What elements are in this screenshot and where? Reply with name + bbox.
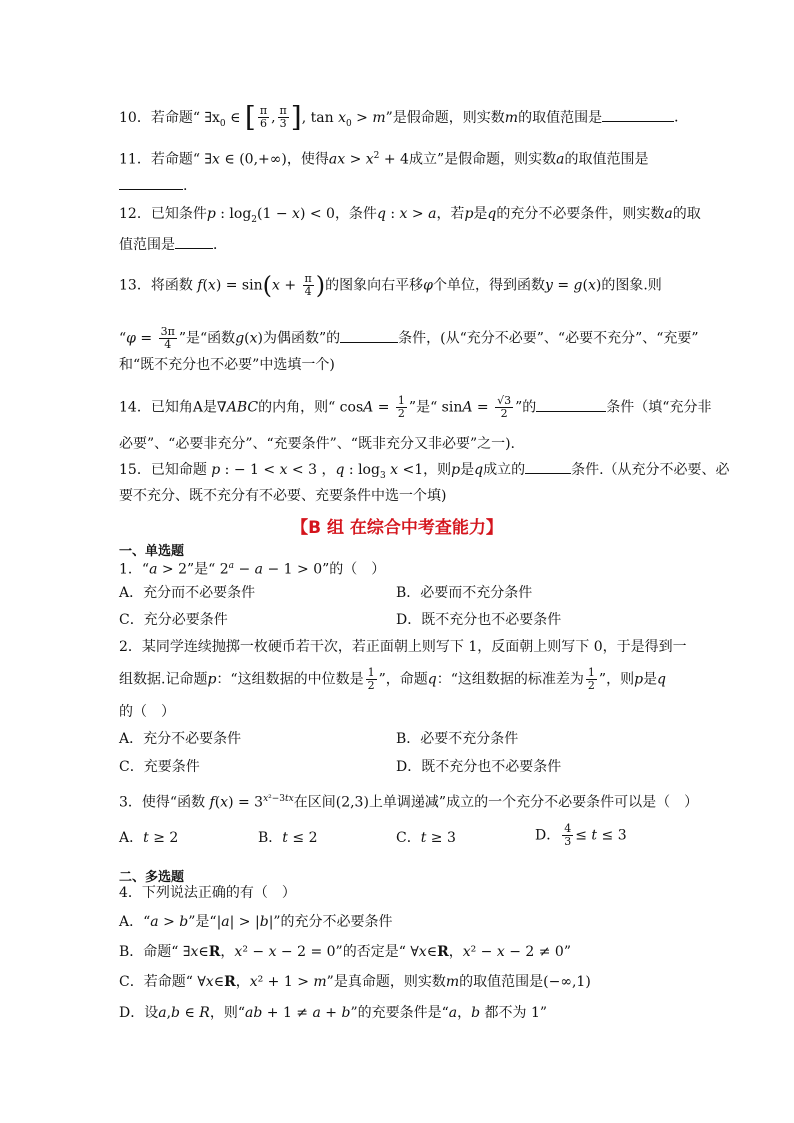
q15-answer-blank[interactable]: [525, 459, 571, 474]
b-question-2: 2．某同学连续抛掷一枚硬币若干次，若正面朝上则写下 1，反面朝上则写下 0，于是得到一: [119, 639, 687, 655]
question-11: 11．若命题“ ∃x ∈ (0,+∞)，使得ax > $x^2 + 4$成立”是假命题，则实数a的取值范围是: [119, 151, 649, 168]
question-15: 15．已知命题 p : − 1 < x < 3 ，q : $\log_3 x <1$，则p是q成立的 条件.（从充分不必要、必: [119, 459, 730, 486]
question-14-line2: 必要”、“必要非充分”、“充要条件”、“既非充分又非必要”之一).: [119, 436, 516, 452]
b3-option-c[interactable]: C．t ≥ 3: [396, 830, 456, 846]
q10-prefix: 10．若命题“ $\exists x_0$ ∈: [119, 109, 245, 129]
b-question-1: 1．“a > 2”是“ $2^a - a - 1 > 0$”的（ ）: [119, 561, 386, 578]
b2-option-d[interactable]: D．既不充分也不必要条件: [396, 759, 562, 775]
b3-option-d[interactable]: D． $\frac{4}{3}$ ≤ t ≤ 3: [535, 822, 627, 848]
b4-option-a[interactable]: A．“a > b”是“|a| > |b|”的充分不必要条件: [119, 914, 393, 930]
b-question-4: 4．下列说法正确的有（ ）: [119, 885, 296, 901]
b3-option-b[interactable]: B．t ≤ 2: [258, 830, 318, 846]
question-10: 10．若命题“ $\exists x_0$ ∈ [ $\frac{\pi}{6}$ , $\frac{\pi}{3}$ ], $\tan x_0 > m$”是假命题，则实数m的取值范围是 ．: [119, 100, 689, 134]
b4-option-b[interactable]: B．命题“ ∃x∈R，x² − x − 2 = 0”的否定是“ ∀x∈R，x² − x − 2 ≠ 0”: [119, 944, 571, 960]
heading-multi-choice: 二、多选题: [119, 870, 185, 885]
question-14: 14．已知角A是∇ABC的内角，则“ cosA = $\frac{1}{2}$ ”是“ sinA = $\frac{√3}{2}$ ”的 条件（填“充分非: [119, 394, 712, 420]
question-11-blank-line: .: [119, 175, 187, 196]
question-13: 13．将函数 f(x) = sin(x + $\frac{\pi}{4}$ )的图象向右平移φ个单位，得到函数y = g(x)的图象.则: [119, 271, 662, 300]
b4-option-d[interactable]: D．设a,b ∈ R，则“ab + 1 ≠ a + b”的充要条件是“a，b 都不为 1”: [119, 1005, 548, 1021]
q10-answer-blank[interactable]: [602, 107, 674, 122]
q13-answer-blank[interactable]: [340, 328, 398, 343]
q11-answer-blank[interactable]: [119, 175, 183, 190]
question-15-line2: 要不充分、既不充分有不必要、充要条件中选一个填): [119, 488, 447, 504]
b3-option-a[interactable]: A．t ≥ 2: [119, 830, 179, 846]
b1-option-a[interactable]: A．充分而不必要条件: [119, 585, 256, 601]
b-question-3: 3．使得“函数 $f(x) = 3^{x^2-3tx}$在区间(2,3)上单调递减”成立的一个充分不必要条件可以是（ ）: [119, 794, 699, 811]
b1-option-d[interactable]: D．既不充分也不必要条件: [396, 612, 562, 628]
b-question-2-line3: 的（ ）: [119, 704, 175, 720]
b2-option-c[interactable]: C．充要条件: [119, 759, 200, 775]
q12-answer-blank[interactable]: [175, 234, 213, 249]
b1-option-c[interactable]: C．充分必要条件: [119, 612, 228, 628]
question-12-line2: 值范围是 ．: [119, 234, 227, 255]
section-title: 【B 组 在综合中考查能力】: [291, 518, 503, 538]
b2-option-a[interactable]: A．充分不必要条件: [119, 731, 242, 747]
question-13-line3: 和“既不充分也不必要”中选填一个): [119, 357, 335, 373]
q14-answer-blank[interactable]: [536, 397, 606, 412]
b1-option-b[interactable]: B．必要而不充分条件: [396, 585, 533, 601]
question-13-line2: “φ = $\frac{3\pi}{4}$ ”是“函数g(x)为偶函数”的 条件，(从“充分不必要”、“必要不充分”、“充要”: [119, 325, 699, 351]
b4-option-c[interactable]: C．若命题“ ∀x∈R，x² + 1 > m”是真命题，则实数m的取值范围是(−∞,1): [119, 974, 591, 990]
b-question-2-line2: 组数据.记命题p：“这组数据的中位数是 $\frac{1}{2}$ ”，命题q：“这组数据的标准差为 $\frac{1}{2}$ ”，则p是q: [119, 666, 667, 692]
heading-single-choice: 一、单选题: [119, 544, 185, 559]
b2-option-b[interactable]: B．必要不充分条件: [396, 731, 519, 747]
question-12: 12．已知条件p : $\log_2(1 - x) < 0$，条件q : x > a，若p是q的充分不必要条件，则实数a的取: [119, 206, 701, 225]
